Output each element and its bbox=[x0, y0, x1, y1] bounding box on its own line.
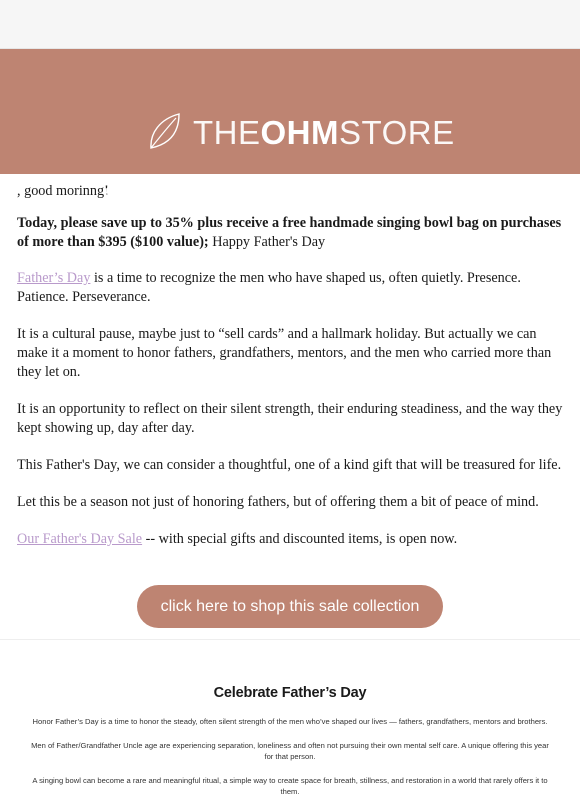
brand-part-ohm: OHM bbox=[260, 114, 339, 151]
bundle-icon bbox=[386, 184, 412, 208]
nav-label-journals: Journals bbox=[285, 190, 323, 202]
nav-item-bundles[interactable] bbox=[386, 181, 456, 211]
nav-label-bundles: Bundles bbox=[420, 190, 457, 202]
promo-paragraph bbox=[17, 214, 563, 252]
celebrate-paragraph: A singing bowl can become a rare and meaningful ritual, a simple way to create space for breath, stillness, and restoration in a world that rarely offers it to them. bbox=[32, 776, 548, 796]
greeting-text: , good morinng! bbox=[17, 183, 109, 199]
brand-part-store: STORE bbox=[339, 114, 455, 151]
promo-bold-text: Today, please save up to 35% plus receive a free handmade singing bowl bag on purchases of more than $395 ($100 value); bbox=[17, 215, 562, 250]
celebrate-title: Celebrate Father’s Day bbox=[213, 685, 367, 701]
email-body bbox=[0, 182, 580, 549]
nav-item-singing-bowls[interactable] bbox=[104, 181, 201, 211]
brand-part-the: THE bbox=[193, 114, 261, 151]
fathers-day-sale-link[interactable]: Our Father's Day Sale bbox=[17, 531, 143, 547]
paragraph-reflect: It is an opportunity to reflect on their silent strength, their enduring steadiness, and the way they kept showing up, day after day. bbox=[17, 401, 563, 436]
category-nav bbox=[0, 181, 580, 211]
paragraph-fathers-day bbox=[17, 269, 563, 307]
preheader-bar bbox=[0, 0, 580, 49]
leaf-icon bbox=[146, 111, 182, 151]
singing-bowl-icon bbox=[104, 185, 130, 207]
celebrate-paragraph: Honor Father’s Day is a time to honor the steady, often silent strength of the men who’ve shaped our lives — fathers, grandfathers, mentors and brothers. bbox=[32, 717, 548, 726]
store-logo[interactable] bbox=[0, 113, 580, 153]
promo-tail-text: Happy Father's Day bbox=[208, 234, 326, 250]
paragraph-sale bbox=[17, 530, 563, 549]
paragraph-sale-text: -- with special gifts and discounted items, is open now. bbox=[142, 531, 458, 547]
cta-section bbox=[0, 585, 580, 628]
nav-item-journals[interactable] bbox=[259, 181, 323, 211]
celebrate-section bbox=[0, 685, 580, 797]
journal-icon bbox=[259, 185, 277, 207]
paragraph-season: Let this be a season not just of honoring fathers, but of offering them a bit of peace of mind. bbox=[17, 494, 539, 510]
shop-sale-button[interactable]: click here to shop this sale collection bbox=[137, 585, 443, 628]
paragraph-fathers-day-text: is a time to recognize the men who have shaped us, often quietly. Presence. Patience. Perseverance. bbox=[17, 270, 521, 305]
section-divider bbox=[0, 639, 580, 640]
brand-wordmark bbox=[193, 113, 455, 153]
paragraph-thoughtful-gift: This Father's Day, we can consider a thoughtful, one of a kind gift that will be treasured for life. bbox=[17, 457, 562, 473]
fathers-day-link[interactable]: Father’s Day bbox=[17, 270, 91, 286]
celebrate-paragraph: Men of Father/Grandfather Uncle age are experiencing separation, loneliness and often not pursuing their own mental self care. A unique offering this year for that person. bbox=[31, 741, 549, 761]
nav-label-singing-bowls: Singing Bowls bbox=[138, 190, 201, 202]
paragraph-cultural-pause: It is a cultural pause, maybe just to “sell cards” and a hallmark holiday. But actually we can make it a moment to honor fathers, grandfathers, mentors, and the men who carried more than they let on. bbox=[17, 326, 552, 380]
